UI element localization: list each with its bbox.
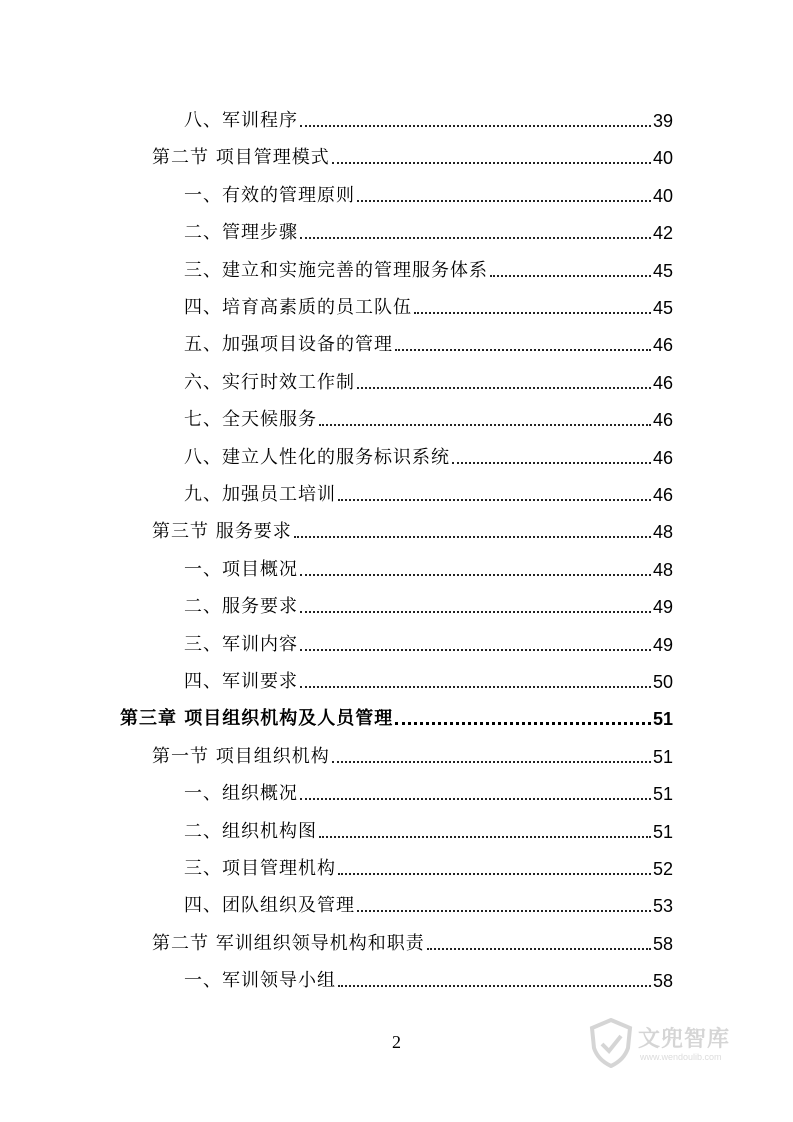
toc-entry-page: 58 bbox=[652, 934, 673, 954]
toc-entry-page: 40 bbox=[652, 186, 673, 206]
toc-entry-page: 40 bbox=[652, 148, 673, 168]
toc-entry-page: 49 bbox=[652, 635, 673, 655]
toc-entry-title: 四、团队组织及管理 bbox=[184, 895, 355, 916]
toc-entry-page: 46 bbox=[652, 410, 673, 430]
toc-entry[interactable] bbox=[152, 517, 673, 543]
toc-entry[interactable] bbox=[184, 854, 673, 880]
toc-entry-page: 46 bbox=[652, 448, 673, 468]
dot-leader bbox=[332, 761, 651, 763]
dot-leader bbox=[427, 948, 651, 950]
dot-leader bbox=[300, 611, 651, 613]
toc-entry-page: 48 bbox=[652, 560, 673, 580]
toc-entry-title: 第三章 项目组织机构及人员管理 bbox=[120, 708, 394, 729]
toc-entry-page: 51 bbox=[652, 822, 673, 842]
toc-entry-title: 第三节 服务要求 bbox=[152, 521, 292, 542]
toc-entry[interactable] bbox=[184, 181, 673, 207]
toc-entry-page: 51 bbox=[652, 747, 673, 767]
toc-entry[interactable] bbox=[184, 368, 673, 394]
dot-leader bbox=[300, 574, 651, 576]
toc-entry-title: 二、服务要求 bbox=[184, 596, 298, 617]
toc-entry[interactable] bbox=[184, 817, 673, 843]
dot-leader bbox=[338, 985, 651, 987]
toc-entry-page: 52 bbox=[652, 859, 673, 879]
dot-leader bbox=[338, 873, 651, 875]
toc-entry[interactable] bbox=[184, 293, 673, 319]
dot-leader bbox=[300, 798, 651, 800]
toc-entry-title: 九、加强员工培训 bbox=[184, 484, 336, 505]
toc-entry-title: 第一节 项目组织机构 bbox=[152, 746, 330, 767]
dot-leader bbox=[300, 125, 651, 127]
toc-entry[interactable] bbox=[184, 779, 673, 805]
dot-leader bbox=[414, 312, 651, 314]
toc-entry-page: 42 bbox=[652, 223, 673, 243]
toc-entry-page: 50 bbox=[652, 672, 673, 692]
dot-leader bbox=[452, 462, 651, 464]
toc-entry[interactable] bbox=[152, 143, 673, 169]
toc-entry-title: 第二节 军训组织领导机构和职责 bbox=[152, 933, 425, 954]
dot-leader bbox=[300, 649, 651, 651]
toc-entry-page: 51 bbox=[652, 709, 673, 729]
toc-entry-page: 51 bbox=[652, 784, 673, 804]
toc-entry-title: 二、管理步骤 bbox=[184, 222, 298, 243]
dot-leader bbox=[319, 424, 651, 426]
toc-entry-title: 第二节 项目管理模式 bbox=[152, 147, 330, 168]
toc-entry[interactable] bbox=[184, 218, 673, 244]
shield-logo-icon bbox=[588, 1018, 634, 1068]
toc-entry-title: 六、实行时效工作制 bbox=[184, 372, 355, 393]
toc-entry-page: 45 bbox=[652, 261, 673, 281]
dot-leader bbox=[395, 722, 651, 725]
dot-leader bbox=[332, 162, 651, 164]
page-number: 2 bbox=[392, 1032, 401, 1052]
toc-entry[interactable] bbox=[120, 704, 673, 730]
toc-entry[interactable] bbox=[184, 256, 673, 282]
dot-leader bbox=[300, 237, 651, 239]
toc-entry-title: 七、全天候服务 bbox=[184, 409, 317, 430]
toc-entry-page: 46 bbox=[652, 485, 673, 505]
toc-entry[interactable] bbox=[184, 480, 673, 506]
toc-entry-title: 一、项目概况 bbox=[184, 559, 298, 580]
toc-entry-title: 一、有效的管理原则 bbox=[184, 185, 355, 206]
toc-entry-page: 48 bbox=[652, 522, 673, 542]
toc-entry-page: 39 bbox=[652, 111, 673, 131]
dot-leader bbox=[357, 200, 651, 202]
toc-entry-page: 46 bbox=[652, 373, 673, 393]
toc-entry[interactable] bbox=[184, 405, 673, 431]
toc-entry-title: 一、组织概况 bbox=[184, 783, 298, 804]
toc-entry[interactable] bbox=[152, 929, 673, 955]
toc-entry[interactable] bbox=[184, 443, 673, 469]
toc-entry[interactable] bbox=[184, 667, 673, 693]
toc-entry-title: 四、军训要求 bbox=[184, 671, 298, 692]
toc-entry-page: 53 bbox=[652, 896, 673, 916]
toc-entry-title: 二、组织机构图 bbox=[184, 821, 317, 842]
dot-leader bbox=[338, 499, 651, 501]
dot-leader bbox=[490, 275, 651, 277]
toc-entry-page: 46 bbox=[652, 335, 673, 355]
toc-entry-title: 三、建立和实施完善的管理服务体系 bbox=[184, 260, 488, 281]
toc-entry-title: 五、加强项目设备的管理 bbox=[184, 334, 393, 355]
watermark-text: 文兜智库 bbox=[638, 1027, 731, 1052]
toc-entry-title: 八、建立人性化的服务标识系统 bbox=[184, 447, 450, 468]
watermark-url: www.wendoulib.com bbox=[640, 1052, 722, 1062]
toc-entry[interactable] bbox=[184, 891, 673, 917]
toc-entry-page: 45 bbox=[652, 298, 673, 318]
toc-entry-title: 三、项目管理机构 bbox=[184, 858, 336, 879]
toc-entry-page: 58 bbox=[652, 971, 673, 991]
toc-entry[interactable] bbox=[184, 106, 673, 132]
toc-entry[interactable] bbox=[184, 592, 673, 618]
dot-leader bbox=[357, 387, 651, 389]
dot-leader bbox=[300, 686, 651, 688]
toc-entry[interactable] bbox=[184, 630, 673, 656]
dot-leader bbox=[395, 349, 651, 351]
toc-entry[interactable] bbox=[184, 966, 673, 992]
dot-leader bbox=[357, 910, 651, 912]
toc-entry-title: 三、军训内容 bbox=[184, 634, 298, 655]
toc-entry[interactable] bbox=[184, 330, 673, 356]
toc-entry-title: 八、军训程序 bbox=[184, 110, 298, 131]
toc-entry-title: 四、培育高素质的员工队伍 bbox=[184, 297, 412, 318]
toc-entry[interactable] bbox=[152, 742, 673, 768]
dot-leader bbox=[294, 536, 651, 538]
toc-entry[interactable] bbox=[184, 555, 673, 581]
toc-entry-title: 一、军训领导小组 bbox=[184, 970, 336, 991]
watermark bbox=[588, 1018, 758, 1072]
toc-entry-page: 49 bbox=[652, 597, 673, 617]
dot-leader bbox=[319, 836, 651, 838]
